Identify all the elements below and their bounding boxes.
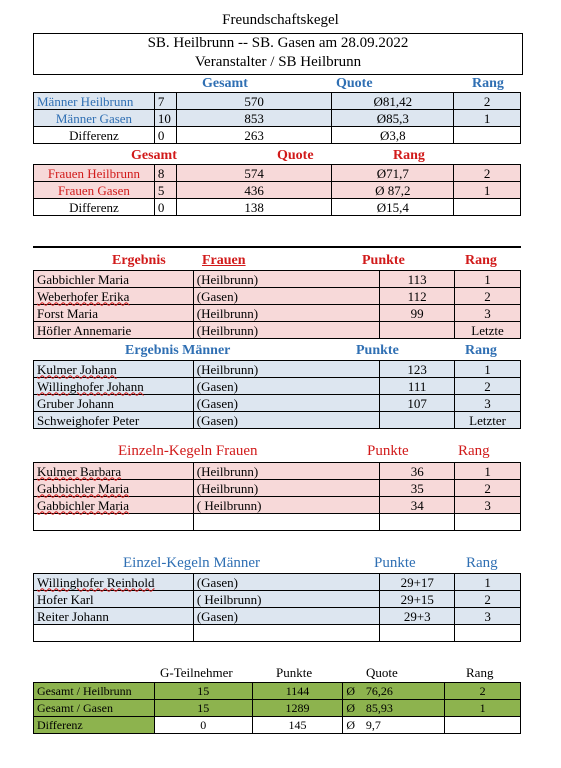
participants: 15	[154, 683, 252, 700]
player-name: Weberhofer Erika	[34, 288, 194, 305]
section-title: Ergebnis	[112, 253, 166, 268]
total: 263	[176, 127, 332, 144]
quote: Ø3,8	[332, 127, 454, 144]
empty-cell	[193, 625, 380, 642]
team-label: Männer Gasen	[34, 110, 155, 127]
rank: Letzter	[455, 412, 521, 429]
participants: 7	[154, 93, 176, 110]
empty-cell	[380, 514, 455, 531]
table-row	[34, 497, 521, 514]
rank	[445, 717, 521, 734]
player-name: Kulmer Barbara	[34, 463, 194, 480]
frauen-summary-table	[33, 164, 521, 216]
empty-cell	[380, 625, 455, 642]
participants: 0	[154, 717, 252, 734]
col-header-quote: Quote	[336, 76, 373, 91]
points: 1144	[252, 683, 343, 700]
player-name: Schweighofer Peter	[34, 412, 194, 429]
table-row	[34, 305, 521, 322]
maenner-summary-table	[33, 92, 521, 144]
points: 107	[380, 395, 455, 412]
rank: 1	[455, 463, 521, 480]
table-row	[34, 608, 521, 625]
table-row	[34, 165, 521, 182]
avg-symbol: Ø	[343, 717, 363, 734]
table-row	[34, 182, 521, 199]
rank: 3	[455, 395, 521, 412]
table-row	[34, 591, 521, 608]
total: 853	[176, 110, 332, 127]
rank: 1	[454, 182, 521, 199]
col-header-quote: Quote	[277, 148, 314, 163]
empty-cell	[193, 514, 380, 531]
section-divider	[33, 246, 521, 248]
table-row	[34, 322, 521, 339]
table-row	[34, 378, 521, 395]
section-title: Einzel-Kegeln Männer	[123, 555, 261, 571]
section-title: Ergebnis Männer	[125, 343, 231, 358]
rank: 2	[455, 480, 521, 497]
table-row	[34, 480, 521, 497]
player-name: Kulmer Johann	[34, 361, 194, 378]
club: (Gasen)	[193, 288, 380, 305]
total-label: Gesamt / Heilbrunn	[34, 683, 155, 700]
participants: 0	[154, 127, 176, 144]
club: (Gasen)	[193, 574, 380, 591]
points: 112	[380, 288, 455, 305]
diff-label: Differenz	[34, 127, 155, 144]
participants: 5	[154, 182, 176, 199]
avg-symbol: Ø	[343, 683, 363, 700]
table-row	[34, 110, 521, 127]
table-row	[34, 700, 521, 717]
points: 29+17	[380, 574, 455, 591]
participants: 10	[154, 110, 176, 127]
club: (Heilbrunn)	[193, 463, 380, 480]
table-row	[34, 412, 521, 429]
col-header-punkte: Punkte	[356, 343, 399, 358]
rank	[454, 199, 521, 216]
section-title-underlined: Frauen	[202, 253, 246, 268]
table-row	[34, 463, 521, 480]
club: ( Heilbrunn)	[193, 497, 380, 514]
points: 111	[380, 378, 455, 395]
quote: Ø71,7	[332, 165, 454, 182]
team-label: Frauen Gasen	[34, 182, 155, 199]
points: 99	[380, 305, 455, 322]
player-name: Reiter Johann	[34, 608, 194, 625]
total: 570	[176, 93, 332, 110]
rank: 3	[455, 305, 521, 322]
ergebnis-maenner-table	[33, 360, 521, 429]
rank: 1	[454, 110, 521, 127]
table-row	[34, 683, 521, 700]
organizer-line: Veranstalter / SB Heilbrunn	[194, 54, 362, 70]
col-header-rang: Rang	[458, 443, 490, 459]
player-name: Gabbichler Maria	[34, 480, 194, 497]
points: 34	[380, 497, 455, 514]
empty-row	[34, 625, 521, 642]
club: ( Heilbrunn)	[193, 591, 380, 608]
rank	[454, 127, 521, 144]
empty-cell	[455, 625, 521, 642]
points: 36	[380, 463, 455, 480]
col-header-rang: Rang	[465, 343, 497, 358]
points	[380, 412, 455, 429]
player-name: Gruber Johann	[34, 395, 194, 412]
table-row	[34, 93, 521, 110]
club: (Heilbrunn)	[193, 271, 380, 288]
rank: 2	[455, 591, 521, 608]
quote: Ø 87,2	[332, 182, 454, 199]
empty-cell	[34, 625, 194, 642]
diff-label: Differenz	[34, 717, 155, 734]
points: 29+3	[380, 608, 455, 625]
col-header-rang: Rang	[472, 76, 504, 91]
col-header-teilnehmer: G-Teilnehmer	[160, 665, 233, 680]
rank: 3	[455, 608, 521, 625]
avg-symbol: Ø	[343, 700, 363, 717]
player-name: Höfler Annemarie	[34, 322, 194, 339]
table-row	[34, 717, 521, 734]
rank: 1	[455, 271, 521, 288]
empty-cell	[34, 514, 194, 531]
player-name: Forst Maria	[34, 305, 194, 322]
team-label: Männer Heilbrunn	[34, 93, 155, 110]
table-row	[34, 199, 521, 216]
rank: 1	[455, 361, 521, 378]
diff-label: Differenz	[34, 199, 155, 216]
points: 123	[380, 361, 455, 378]
club: (Heilbrunn)	[193, 305, 380, 322]
section-title: Einzeln-Kegeln Frauen	[118, 443, 258, 459]
col-header-rang: Rang	[466, 555, 498, 571]
col-header-quote: Quote	[366, 665, 398, 680]
club: (Gasen)	[193, 395, 379, 412]
gesamt-table	[33, 682, 521, 734]
rank: Letzte	[455, 322, 521, 339]
document-title: Freundschaftskegel	[222, 12, 339, 28]
total: 436	[176, 182, 332, 199]
player-name: Gabbichler Maria	[34, 271, 194, 288]
points: 145	[252, 717, 343, 734]
total: 138	[176, 199, 332, 216]
club: (Gasen)	[193, 378, 379, 395]
points: 35	[380, 480, 455, 497]
participants: 0	[154, 199, 176, 216]
quote: Ø85,3	[332, 110, 454, 127]
rank: 3	[455, 497, 521, 514]
col-header-rang: Rang	[393, 148, 425, 163]
table-row	[34, 271, 521, 288]
table-row	[34, 127, 521, 144]
club: (Gasen)	[193, 412, 379, 429]
quote: 76,26	[363, 683, 445, 700]
points: 1289	[252, 700, 343, 717]
col-header-punkte: Punkte	[276, 665, 313, 680]
quote: 9,7	[363, 717, 445, 734]
einzel-frauen-table	[33, 462, 521, 531]
rank: 2	[455, 378, 521, 395]
quote: Ø15,4	[332, 199, 454, 216]
team-label: Frauen Heilbrunn	[34, 165, 155, 182]
col-header-rang: Rang	[465, 253, 497, 268]
participants: 15	[154, 700, 252, 717]
total-label: Gesamt / Gasen	[34, 700, 155, 717]
col-header-gesamt: Gesamt	[131, 148, 177, 163]
table-row	[34, 395, 521, 412]
participants: 8	[154, 165, 176, 182]
table-row	[34, 361, 521, 378]
quote: 85,93	[363, 700, 445, 717]
club: (Heilbrunn)	[193, 480, 380, 497]
player-name: Gabbichler Maria	[34, 497, 194, 514]
quote: Ø81,42	[332, 93, 454, 110]
player-name: Willinghofer Johann	[34, 378, 194, 395]
points: 29+15	[380, 591, 455, 608]
club: (Heilbrunn)	[193, 322, 380, 339]
player-name: Hofer Karl	[34, 591, 194, 608]
ergebnis-frauen-table	[33, 270, 521, 339]
col-header-gesamt: Gesamt	[202, 76, 248, 91]
event-line: SB. Heilbrunn -- SB. Gasen am 28.09.2022	[147, 35, 409, 51]
col-header-punkte: Punkte	[362, 253, 405, 268]
total: 574	[176, 165, 332, 182]
points	[380, 322, 455, 339]
col-header-rang: Rang	[466, 665, 494, 680]
club: (Gasen)	[193, 608, 380, 625]
player-name: Willinghofer Reinhold	[34, 574, 194, 591]
event-header-box	[33, 33, 523, 75]
empty-cell	[455, 514, 521, 531]
table-row	[34, 574, 521, 591]
col-header-punkte: Punkte	[367, 443, 409, 459]
rank: 1	[445, 700, 521, 717]
rank: 2	[454, 93, 521, 110]
empty-row	[34, 514, 521, 531]
rank: 2	[455, 288, 521, 305]
table-row	[34, 288, 521, 305]
rank: 2	[445, 683, 521, 700]
club: (Heilbrunn)	[193, 361, 379, 378]
rank: 1	[455, 574, 521, 591]
einzel-maenner-table	[33, 573, 521, 642]
rank: 2	[454, 165, 521, 182]
col-header-punkte: Punkte	[374, 555, 416, 571]
points: 113	[380, 271, 455, 288]
